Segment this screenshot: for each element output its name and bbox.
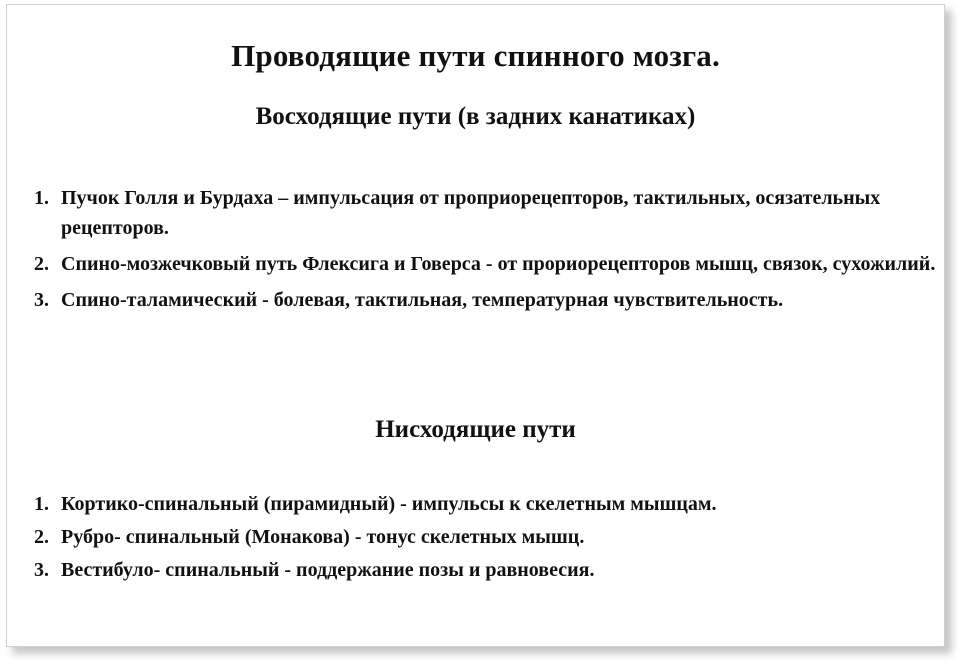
ascending-list <box>34 183 939 321</box>
list-item <box>34 249 939 279</box>
descending-heading: Нисходящие пути <box>375 416 576 443</box>
item-text: Кортико-спинальный (пирамидный) - импульсы к скелетным мышцам. <box>61 493 717 515</box>
item-number: 1. <box>34 493 49 515</box>
item-number: 3. <box>34 289 49 311</box>
list-item <box>34 285 939 315</box>
slide-title: Проводящие пути спинного мозга. <box>231 38 720 73</box>
item-number: 2. <box>34 253 49 275</box>
ascending-heading: Восходящие пути (в задних канатиках) <box>255 103 696 130</box>
slide <box>6 4 945 647</box>
item-text: Спино-таламический - болевая, тактильная, температурная чувствительность. <box>61 289 784 311</box>
list-item <box>34 555 939 585</box>
item-text: Вестибуло- спинальный - поддержание позы и равновесия. <box>61 559 595 581</box>
list-item <box>34 183 939 243</box>
list-item <box>34 522 939 552</box>
item-text: Пучок Голля и Бурдаха – импульсация от проприорецепторов, тактильных, осязательных рецепторов. <box>61 187 881 239</box>
item-text: Спино-мозжечковый путь Флексига и Говерса - от прориорецепторов мышц, связок, сухожилий. <box>61 253 936 275</box>
item-number: 2. <box>34 526 49 548</box>
descending-list <box>34 489 939 588</box>
item-text: Рубро- спинальный (Монакова) - тонус скелетных мышц. <box>61 526 585 548</box>
item-number: 1. <box>34 187 49 209</box>
item-number: 3. <box>34 559 49 581</box>
list-item <box>34 489 939 519</box>
